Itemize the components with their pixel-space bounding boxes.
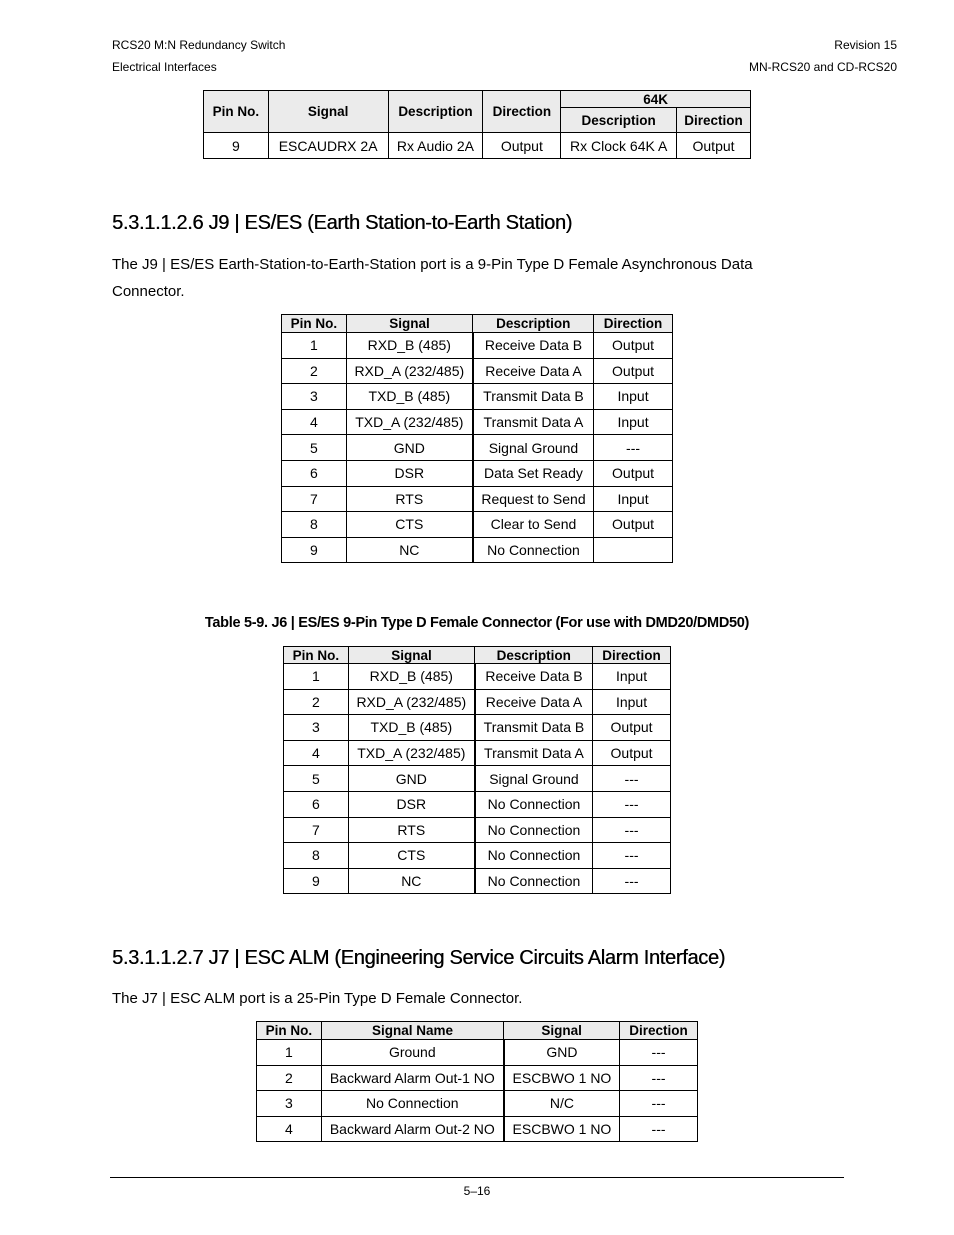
table-cell: Receive Data A bbox=[473, 358, 594, 384]
table-cell: 4 bbox=[257, 1116, 322, 1142]
table-cell: RXD_A (232/485) bbox=[346, 358, 473, 384]
table-cell: 9 bbox=[282, 537, 347, 563]
table-row bbox=[284, 715, 671, 741]
col-header-description: Description bbox=[388, 91, 483, 133]
table-cell bbox=[594, 537, 673, 563]
table-cell: --- bbox=[593, 868, 671, 894]
table-cell: 5 bbox=[282, 435, 347, 461]
table-cell: DSR bbox=[346, 460, 473, 486]
table-cell: Output bbox=[483, 133, 561, 159]
section-j7-paragraph: The J7 | ESC ALM port is a 25-Pin Type D Female Connector. bbox=[112, 990, 523, 1007]
table-cell: Ground bbox=[321, 1040, 504, 1066]
table-cell: Rx Audio 2A bbox=[388, 133, 483, 159]
header-doc-title: RCS20 M:N Redundancy Switch bbox=[112, 38, 286, 52]
table-cell: Output bbox=[594, 460, 673, 486]
table-row bbox=[284, 766, 671, 792]
col-header-description: Description bbox=[475, 647, 593, 664]
col-header-64k-direction: Direction bbox=[677, 108, 751, 133]
table-cell: CTS bbox=[348, 843, 475, 869]
table-cell: 1 bbox=[284, 664, 349, 690]
table-cell: 9 bbox=[204, 133, 269, 159]
table-cell: RXD_B (485) bbox=[346, 333, 473, 359]
col-header-direction: Direction bbox=[620, 1022, 698, 1040]
header-revision: Revision 15 bbox=[834, 38, 897, 52]
table-cell: 1 bbox=[282, 333, 347, 359]
table-cell: Input bbox=[594, 409, 673, 435]
table-row bbox=[257, 1091, 698, 1117]
j6-pinout-table bbox=[283, 646, 671, 894]
col-header-pin: Pin No. bbox=[284, 647, 349, 664]
col-header-group-64k: 64K bbox=[561, 91, 751, 108]
table-cell: Transmit Data B bbox=[475, 715, 593, 741]
table-cell: --- bbox=[620, 1065, 698, 1091]
table-cell: TXD_A (232/485) bbox=[348, 740, 475, 766]
table-cell: 3 bbox=[282, 384, 347, 410]
table-cell: Input bbox=[593, 664, 671, 690]
section-heading-j7: 5.3.1.1.2.7 J7 | ESC ALM (Engineering Service Circuits Alarm Interface) bbox=[112, 947, 726, 969]
table-cell: 7 bbox=[282, 486, 347, 512]
table-row bbox=[257, 1040, 698, 1066]
section-j9-paragraph: The J9 | ES/ES Earth-Station-to-Earth-Station port is a 9-Pin Type D Female Asynchronous Data Connector. bbox=[112, 256, 753, 300]
table-cell: NC bbox=[348, 868, 475, 894]
table-cell: GND bbox=[504, 1040, 620, 1066]
table-cell: No Connection bbox=[475, 843, 593, 869]
table-row bbox=[204, 133, 751, 159]
table-row bbox=[284, 791, 671, 817]
table-cell: Output bbox=[593, 740, 671, 766]
table-cell: No Connection bbox=[475, 791, 593, 817]
col-header-signal: Signal bbox=[348, 647, 475, 664]
table-cell: 4 bbox=[284, 740, 349, 766]
table-cell: --- bbox=[620, 1091, 698, 1117]
table-cell: RXD_B (485) bbox=[348, 664, 475, 690]
table-cell: Backward Alarm Out-1 NO bbox=[321, 1065, 504, 1091]
table-cell: --- bbox=[620, 1040, 698, 1066]
table-cell: TXD_B (485) bbox=[348, 715, 475, 741]
table-cell: No Connection bbox=[321, 1091, 504, 1117]
table-cell: ESCBWO 1 NO bbox=[504, 1116, 620, 1142]
table-row bbox=[284, 843, 671, 869]
table-row bbox=[282, 409, 673, 435]
table-cell: Transmit Data B bbox=[473, 384, 594, 410]
table-cell: TXD_A (232/485) bbox=[346, 409, 473, 435]
table-cell: 2 bbox=[284, 689, 349, 715]
table-cell: TXD_B (485) bbox=[346, 384, 473, 410]
table-cell: --- bbox=[593, 817, 671, 843]
col-header-pin: Pin No. bbox=[282, 315, 347, 333]
table-row bbox=[257, 1116, 698, 1142]
table-cell: 1 bbox=[257, 1040, 322, 1066]
col-header-pin: Pin No. bbox=[204, 91, 269, 133]
table-row bbox=[284, 817, 671, 843]
table-cell: Signal Ground bbox=[473, 435, 594, 461]
table-cell: RXD_A (232/485) bbox=[348, 689, 475, 715]
table-cell: No Connection bbox=[473, 537, 594, 563]
table-cell: CTS bbox=[346, 512, 473, 538]
table-row bbox=[282, 512, 673, 538]
table-cell: --- bbox=[593, 843, 671, 869]
table-cell: Output bbox=[594, 333, 673, 359]
table-cell: Transmit Data A bbox=[473, 409, 594, 435]
table-row bbox=[284, 740, 671, 766]
table-cell: 5 bbox=[284, 766, 349, 792]
table-cell: 7 bbox=[284, 817, 349, 843]
table-row bbox=[282, 537, 673, 563]
col-header-direction: Direction bbox=[594, 315, 673, 333]
table-5-9-caption: Table 5-9. J6 | ES/ES 9-Pin Type D Female Connector (For use with DMD20/DMD50) bbox=[204, 615, 750, 631]
col-header-signal: Signal bbox=[268, 91, 388, 133]
j9-pinout-table bbox=[281, 314, 673, 563]
table-cell: Signal Ground bbox=[475, 766, 593, 792]
table-cell: 8 bbox=[284, 843, 349, 869]
table-cell: Output bbox=[677, 133, 751, 159]
header-chapter: Electrical Interfaces bbox=[112, 60, 217, 74]
footer-rule bbox=[110, 1177, 844, 1178]
table-cell: ESCBWO 1 NO bbox=[504, 1065, 620, 1091]
table-cell: Clear to Send bbox=[473, 512, 594, 538]
table-cell: --- bbox=[594, 435, 673, 461]
table-cell: 6 bbox=[284, 791, 349, 817]
col-header-description: Description bbox=[473, 315, 594, 333]
table-cell: Input bbox=[594, 384, 673, 410]
table-cell: Receive Data B bbox=[475, 664, 593, 690]
table-row bbox=[284, 689, 671, 715]
table-cell: DSR bbox=[348, 791, 475, 817]
table-cell: RTS bbox=[348, 817, 475, 843]
table-cell: --- bbox=[620, 1116, 698, 1142]
table-cell: Output bbox=[594, 358, 673, 384]
table-cell: Request to Send bbox=[473, 486, 594, 512]
table-cell: Data Set Ready bbox=[473, 460, 594, 486]
table-cell: Input bbox=[594, 486, 673, 512]
table-cell: 4 bbox=[282, 409, 347, 435]
header-doc-number: MN-RCS20 and CD-RCS20 bbox=[748, 60, 897, 74]
table-cell: GND bbox=[348, 766, 475, 792]
table-cell: 9 bbox=[284, 868, 349, 894]
table-cell: 2 bbox=[282, 358, 347, 384]
table-cell: N/C bbox=[504, 1091, 620, 1117]
table-row bbox=[282, 384, 673, 410]
table-cell: --- bbox=[593, 791, 671, 817]
table-row bbox=[282, 435, 673, 461]
table-cell: No Connection bbox=[475, 868, 593, 894]
col-header-pin: Pin No. bbox=[257, 1022, 322, 1040]
section-heading-j9: 5.3.1.1.2.6 J9 | ES/ES (Earth Station-to-Earth Station) bbox=[112, 212, 573, 234]
col-header-signal: Signal bbox=[346, 315, 473, 333]
table-cell: --- bbox=[593, 766, 671, 792]
table-row bbox=[282, 358, 673, 384]
table-cell: 2 bbox=[257, 1065, 322, 1091]
continued-pin-table bbox=[203, 90, 751, 159]
col-header-direction: Direction bbox=[593, 647, 671, 664]
table-cell: No Connection bbox=[475, 817, 593, 843]
table-row bbox=[257, 1065, 698, 1091]
table-cell: Output bbox=[593, 715, 671, 741]
table-row bbox=[284, 664, 671, 690]
col-header-direction: Direction bbox=[483, 91, 561, 133]
table-cell: RTS bbox=[346, 486, 473, 512]
table-cell: 3 bbox=[284, 715, 349, 741]
table-cell: Input bbox=[593, 689, 671, 715]
table-cell: 8 bbox=[282, 512, 347, 538]
table-cell: GND bbox=[346, 435, 473, 461]
table-cell: Backward Alarm Out-2 NO bbox=[321, 1116, 504, 1142]
table-cell: ESCAUDRX 2A bbox=[268, 133, 388, 159]
table-row bbox=[282, 486, 673, 512]
table-cell: NC bbox=[346, 537, 473, 563]
table-cell: Rx Clock 64K A bbox=[561, 133, 677, 159]
table-cell: 3 bbox=[257, 1091, 322, 1117]
table-cell: Transmit Data A bbox=[475, 740, 593, 766]
j7-pinout-table bbox=[256, 1021, 698, 1142]
table-cell: 6 bbox=[282, 460, 347, 486]
table-row bbox=[282, 460, 673, 486]
col-header-signal-name: Signal Name bbox=[321, 1022, 504, 1040]
table-cell: Receive Data B bbox=[473, 333, 594, 359]
table-cell: Receive Data A bbox=[475, 689, 593, 715]
col-header-signal: Signal bbox=[504, 1022, 620, 1040]
col-header-64k-description: Description bbox=[561, 108, 677, 133]
page-number: 5–16 bbox=[463, 1184, 491, 1198]
table-row bbox=[284, 868, 671, 894]
table-row bbox=[282, 333, 673, 359]
table-cell: Output bbox=[594, 512, 673, 538]
